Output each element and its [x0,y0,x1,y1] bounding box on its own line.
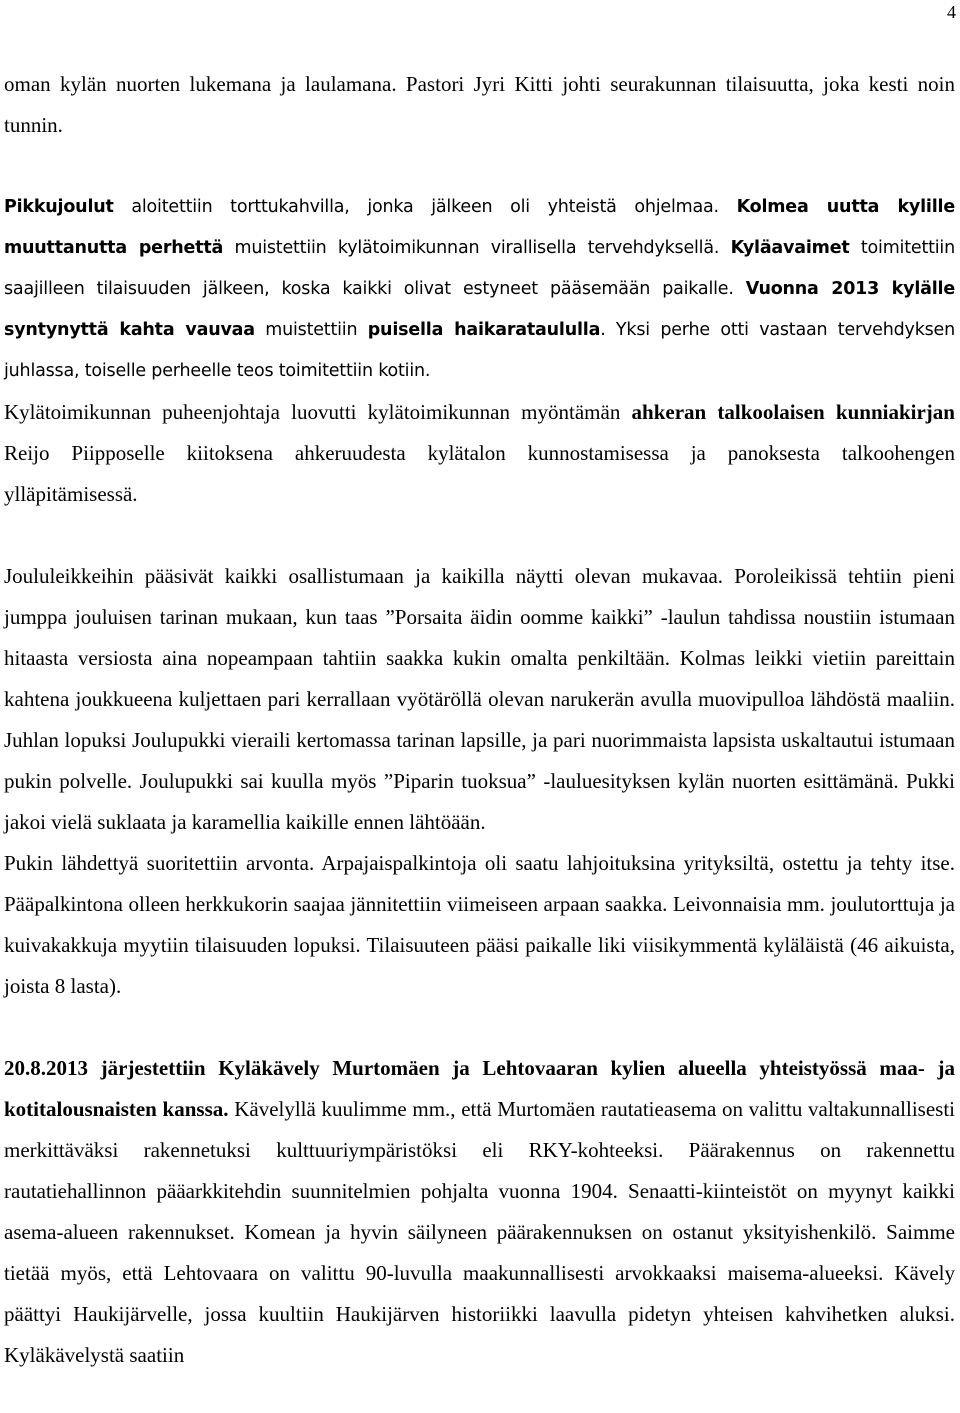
text-span: Reijo Piipposelle kiitoksena ahkeruudesta kylätalon kunnostamisessa ja panoksesta talkoohengen ylläpitämisessä. [4,441,955,506]
page-number: 4 [947,2,956,22]
text-span: Joululeikkeihin pääsivät kaikki osallistumaan ja kaikilla näytti olevan mukavaa. Poroleikissä tehtiin pieni jumppa jouluisen tarinan mukaan, kun taas ”Porsaita äidin oomme kaikki” -laulun tahdissa noustiin istumaan hitaasta versiosta aina nopeampaan tahtiin saakka kukin omalta penkiltään. Kolmas leikki vietiin pareittain kahtena joukkueena kuljettaen pari kerrallaan vyötäröllä olevan narukerän avulla muovipulloa lähdöstä maaliin. Juhlan lopuksi Joulupukki vieraili kertomassa tarinan lapsille, ja pari nuorimmaista lapsista uskaltautui istumaan pukin polvelle. Joulupukki sai kuulla myös ”Piparin tuoksua” -lauluesityksen kylän nuorten esittämänä. Pukki jakoi vielä suklaata ja karamellia kaikille ennen lähtöään. [4,564,955,834]
bold-text-span: Kolmea uutta kylille muuttanutta perhettä [4,197,955,258]
text-span: toimitettiin saajilleen tilaisuuden jälkeen, koska kaikki olivat estyneet pääsemään paikalle. [4,238,955,299]
text-span: Kävelyllä kuulimme mm., että Murtomäen rautatieasema on valittu valtakunnallisesti merkittäväksi rakennetuksi kulttuuriympäristöksi eli RKY-kohteeksi. Päärakennus on rakennettu rautatiehallinnon pääarkkitehdin suunnitelmien pohjalta vuonna 1904. Senaatti-kiinteistöt on myynyt kaikki asema-alueen rakennukset. Komean ja hyvin säilyneen päärakennuksen on ostanut yksityishenkilö. Saimme tietää myös, että Lehtovaara on valittu 90-luvulla maakunnallisesti arvokkaaksi maisema-alueeksi. Kävely päättyi Haukijärvelle, jossa kuultiin Haukijärven historiikki laavulla pidetyn yhteisen kahvihetken aluksi. Kyläkävelystä saatiin [4,1097,955,1367]
paragraph-gap [4,515,955,556]
paragraph-gap [4,146,955,187]
paragraph-raffle [4,843,955,1007]
document-body [4,64,955,1376]
bold-text-span: puisella haikarataululla [367,320,601,340]
bold-text-span: Kyläavaimet [730,238,850,258]
bold-text-span: Pikkujoulut [4,197,114,217]
paragraph-certificate [4,392,955,515]
text-span: Pukin lähdettyä suoritettiin arvonta. Arpajaispalkintoja oli saatu lahjoituksina yrityksiltä, ostettu ja tehty itse. Pääpalkintona olleen herkkukorin saajaa jännitettiin viimeiseen arpaan saakka. Leivonnaisia mm. joulutorttuja ja kuivakakkuja myytiin tilaisuuden lopuksi. Tilaisuuteen pääsi paikalle liki viisikymmentä kyläläistä (46 aikuista, joista 8 lasta). [4,851,955,998]
bold-text-span: 20.8.2013 järjestettiin Kyläkävely Murtomäen ja Lehtovaaran kylien alueella yhteistyössä maa- ja kotitalousnaisten kanssa. [4,1056,955,1121]
text-span: muistettiin [254,320,368,340]
paragraph-church-event [4,64,955,146]
paragraph-christmas-party [4,187,955,392]
text-span: oman kylän nuorten lukemana ja laulamana. Pastori Jyri Kitti johti seurakunnan tilaisuutta, joka kesti noin tunnin. [4,72,955,137]
text-span: muistettiin kylätoimikunnan virallisella tervehdyksellä. [223,238,731,258]
text-span: . Yksi perhe otti vastaan tervehdyksen juhlassa, toiselle perheelle teos toimitettiin kotiin. [4,320,956,381]
paragraph-gap [4,1007,955,1048]
text-span: Kylätoimikunnan puheenjohtaja luovutti kylätoimikunnan myöntämän [4,400,632,424]
text-span: aloitettiin torttukahvilla, jonka jälkeen oli yhteistä ohjelmaa. [113,197,737,217]
bold-text-span: Vuonna 2013 kylälle syntynyttä kahta vauvaa [4,279,955,340]
paragraph-village-walk [4,1048,955,1376]
paragraph-christmas-games [4,556,955,843]
bold-text-span: ahkeran talkoolaisen kunniakirjan [631,400,955,424]
